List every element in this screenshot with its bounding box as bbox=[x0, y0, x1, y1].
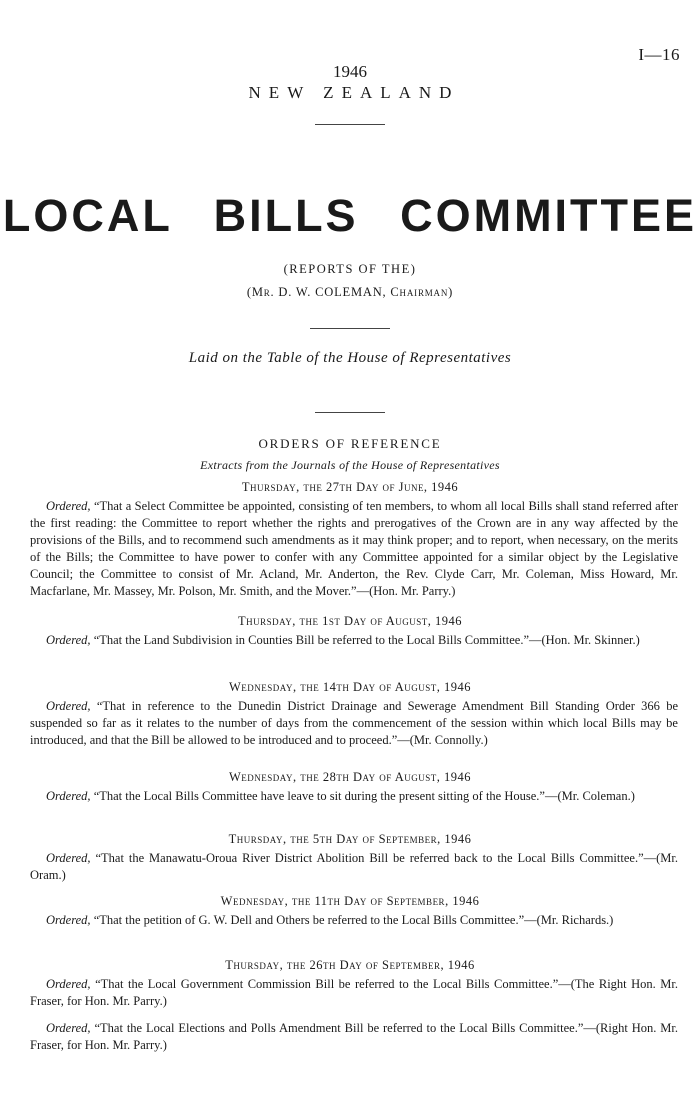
ordered-label: Ordered, bbox=[46, 851, 91, 865]
order-text: “That in reference to the Dunedin District Drainage and Sewerage Amendment Bill Standing Order 366 be suspended so far as it relates to the number of days from the commencement of the session within which local Bills may be introduced, and that the Bill be allowed to be introduced and to proceed.”—(Mr. Connolly.) bbox=[30, 699, 679, 747]
order-paragraph bbox=[30, 632, 678, 649]
document-year: 1946 bbox=[333, 62, 367, 81]
laid-on-table-note: Laid on the Table of the House of Representatives bbox=[188, 350, 512, 366]
entry-date: Thursday, the 27th Day of June, 1946 bbox=[241, 480, 459, 494]
ordered-label: Ordered, bbox=[46, 633, 91, 647]
order-paragraph bbox=[30, 912, 678, 929]
entry-date: Wednesday, the 11th Day of September, 1946 bbox=[220, 894, 480, 908]
section-divider bbox=[315, 412, 385, 413]
entry-date: Thursday, the 5th Day of September, 1946 bbox=[228, 832, 472, 846]
entry-date: Wednesday, the 28th Day of August, 1946 bbox=[228, 770, 471, 784]
order-paragraph bbox=[30, 1020, 678, 1054]
entry-date: Wednesday, the 14th Day of August, 1946 bbox=[228, 680, 471, 694]
reports-subtitle: (REPORTS OF THE) bbox=[283, 262, 417, 276]
page-title: LOCAL BILLS COMMITTEE bbox=[2, 190, 698, 241]
entry-date: Thursday, the 1st Day of August, 1946 bbox=[237, 614, 463, 628]
order-paragraph bbox=[30, 976, 678, 1010]
ordered-label: Ordered, bbox=[46, 913, 91, 927]
order-text: “That the Local Government Commission Bill be referred to the Local Bills Committee.”—(The Right Hon. Mr. Fraser, for Hon. Mr. Parry.) bbox=[30, 977, 678, 1008]
order-text: “That the Land Subdivision in Counties Bill be referred to the Local Bills Committee.”—(Hon. Mr. Skinner.) bbox=[93, 633, 640, 647]
ordered-label: Ordered, bbox=[46, 699, 91, 713]
order-paragraph bbox=[30, 788, 678, 805]
order-text: “That the petition of G. W. Dell and Others be referred to the Local Bills Committee.”—(Mr. Richards.) bbox=[93, 913, 614, 927]
order-text: “That a Select Committee be appointed, consisting of ten members, to whom all local Bills shall stand referred after the first reading: the Committee to report whether the rights and prerogatives of the Crown are in any way affected by the provisions of the Bills, and to recommend such amendments as it may think proper; and to report, when necessary, on the merits of the Bills; the Committee to have power to confer with any Committee appointed for a similar object by the Legislative Council; the Committee to consist of Mr. Acland, Mr. Anderton, the Rev. Clyde Carr, Mr. Coleman, Miss Howard, Mr. Macfarlane, Mr. Massey, Mr. Polson, Mr. Smith, and the Mover.”—(Hon. Mr. Parry.) bbox=[30, 499, 678, 598]
entry-date: Thursday, the 26th Day of September, 1946 bbox=[225, 958, 475, 972]
order-paragraph bbox=[30, 698, 678, 749]
order-text: “That the Manawatu-Oroua River District Abolition Bill be referred back to the Local Bills Committee.”—(Mr. Oram.) bbox=[30, 851, 678, 882]
order-text: “That the Local Elections and Polls Amendment Bill be referred to the Local Bills Committee.”—(Right Hon. Mr. Fraser, for Hon. Mr. Parry.) bbox=[30, 1021, 678, 1052]
country-heading: NEW ZEALAND bbox=[248, 83, 460, 102]
ordered-label: Ordered, bbox=[46, 789, 91, 803]
ordered-label: Ordered, bbox=[46, 499, 91, 513]
ordered-label: Ordered, bbox=[46, 977, 91, 991]
ordered-label: Ordered, bbox=[46, 1021, 91, 1035]
order-paragraph bbox=[30, 850, 678, 884]
extracts-heading: Extracts from the Journals of the House of Representatives bbox=[200, 458, 500, 472]
page-identifier: I—16 bbox=[638, 45, 680, 64]
title-divider bbox=[310, 328, 390, 329]
header-divider bbox=[315, 124, 385, 125]
order-text: “That the Local Bills Committee have leave to sit during the present sitting of the House.”—(Mr. Coleman.) bbox=[93, 789, 635, 803]
orders-of-reference-heading: ORDERS OF REFERENCE bbox=[258, 436, 442, 451]
chairman-subtitle: (Mr. D. W. COLEMAN, Chairman) bbox=[246, 285, 454, 299]
order-paragraph bbox=[30, 498, 678, 600]
